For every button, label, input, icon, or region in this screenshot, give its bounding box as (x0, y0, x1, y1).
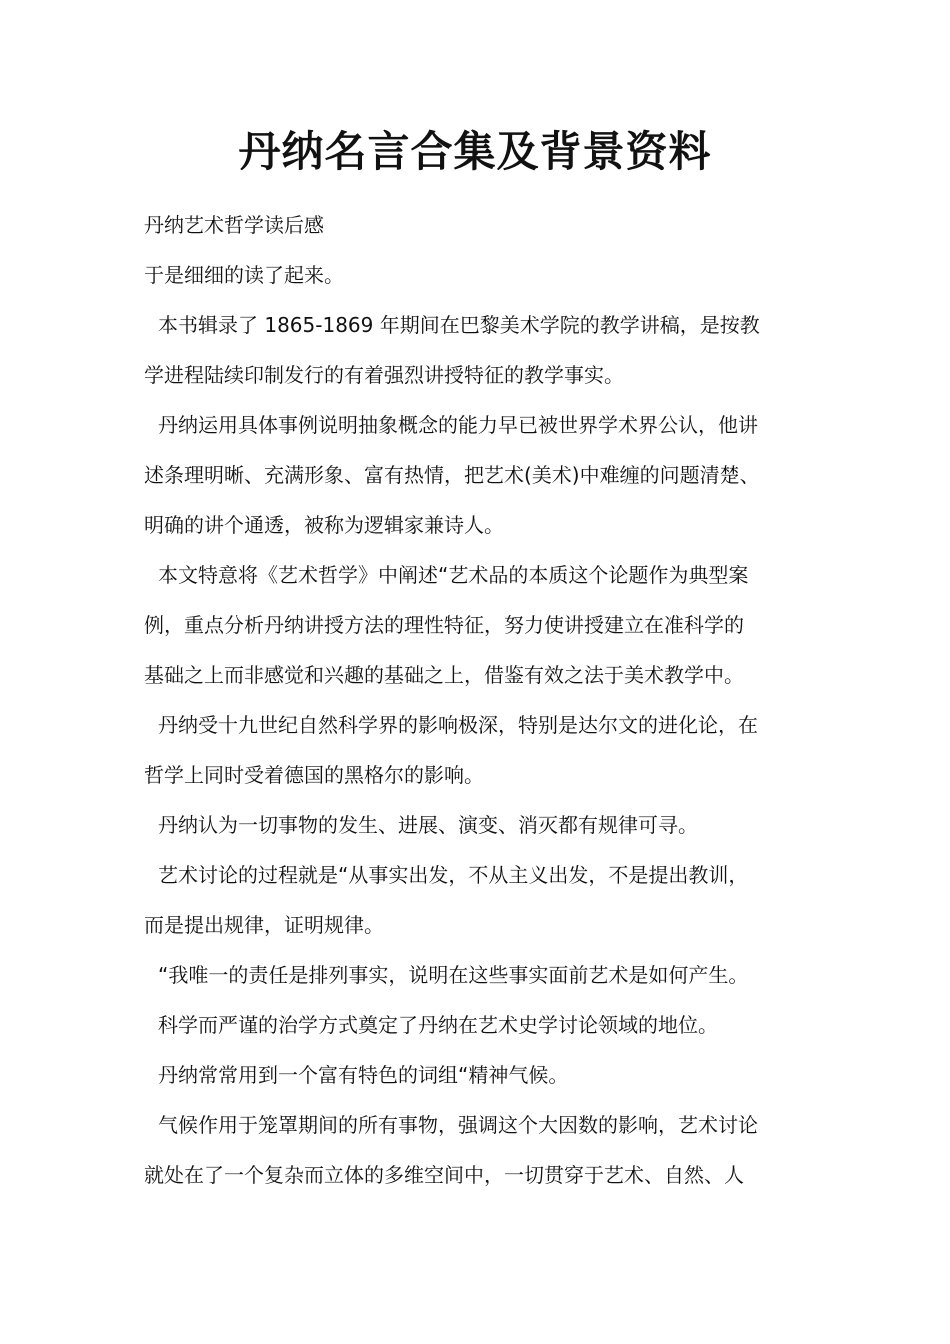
paragraph-line: 艺术讨论的过程就是“从事实出发，不从主义出发，不是提出教训， (158, 863, 749, 887)
paragraph-line: 例，重点分析丹纳讲授方法的理性特征，努力使讲授建立在准科学的 (144, 613, 744, 637)
paragraph-line: 述条理明晰、充满形象、富有热情，把艺术(美术)中难缠的问题清楚、 (144, 463, 760, 487)
paragraph-line: 丹纳运用具体事例说明抽象概念的能力早已被世界学术界公认，他讲 (158, 413, 758, 437)
section-heading: 丹纳艺术哲学读后感 (144, 213, 324, 237)
paragraph-line: 基础之上而非感觉和兴趣的基础之上，借鉴有效之法于美术教学中。 (144, 663, 744, 687)
paragraph-line: 本书辑录了 1865-1869 年期间在巴黎美术学院的教学讲稿，是按教 (158, 313, 760, 337)
paragraph-line: 丹纳常常用到一个富有特色的词组“精神气候。 (158, 1063, 569, 1087)
document-body (144, 200, 808, 1200)
paragraph-line: 哲学上同时受着德国的黑格尔的影响。 (144, 763, 484, 787)
paragraph-line: 气候作用于笼罩期间的所有事物，强调这个大因数的影响，艺术讨论 (158, 1113, 758, 1137)
paragraph-line: “我唯一的责任是排列事实，说明在这些事实面前艺术是如何产生。 (158, 963, 749, 987)
document-title: 丹纳名言合集及背景资料 (238, 127, 712, 176)
paragraph-line: 于是细细的读了起来。 (144, 263, 344, 287)
paragraph-line: 丹纳受十九世纪自然科学界的影响极深，特别是达尔文的进化论，在 (158, 713, 758, 737)
paragraph-line: 科学而严谨的治学方式奠定了丹纳在艺术史学讨论领域的地位。 (158, 1013, 718, 1037)
paragraph-line: 学进程陆续印制发行的有着强烈讲授特征的教学事实。 (144, 363, 624, 387)
paragraph-line: 就处在了一个复杂而立体的多维空间中，一切贯穿于艺术、自然、人 (144, 1163, 744, 1187)
paragraph-line: 而是提出规律，证明规律。 (144, 913, 384, 937)
paragraph-line: 丹纳认为一切事物的发生、进展、演变、消灭都有规律可寻。 (158, 813, 698, 837)
paragraph-line: 本文特意将《艺术哲学》中阐述“艺术品的本质这个论题作为典型案 (158, 563, 749, 587)
paragraph-line: 明确的讲个通透，被称为逻辑家兼诗人。 (144, 513, 504, 537)
